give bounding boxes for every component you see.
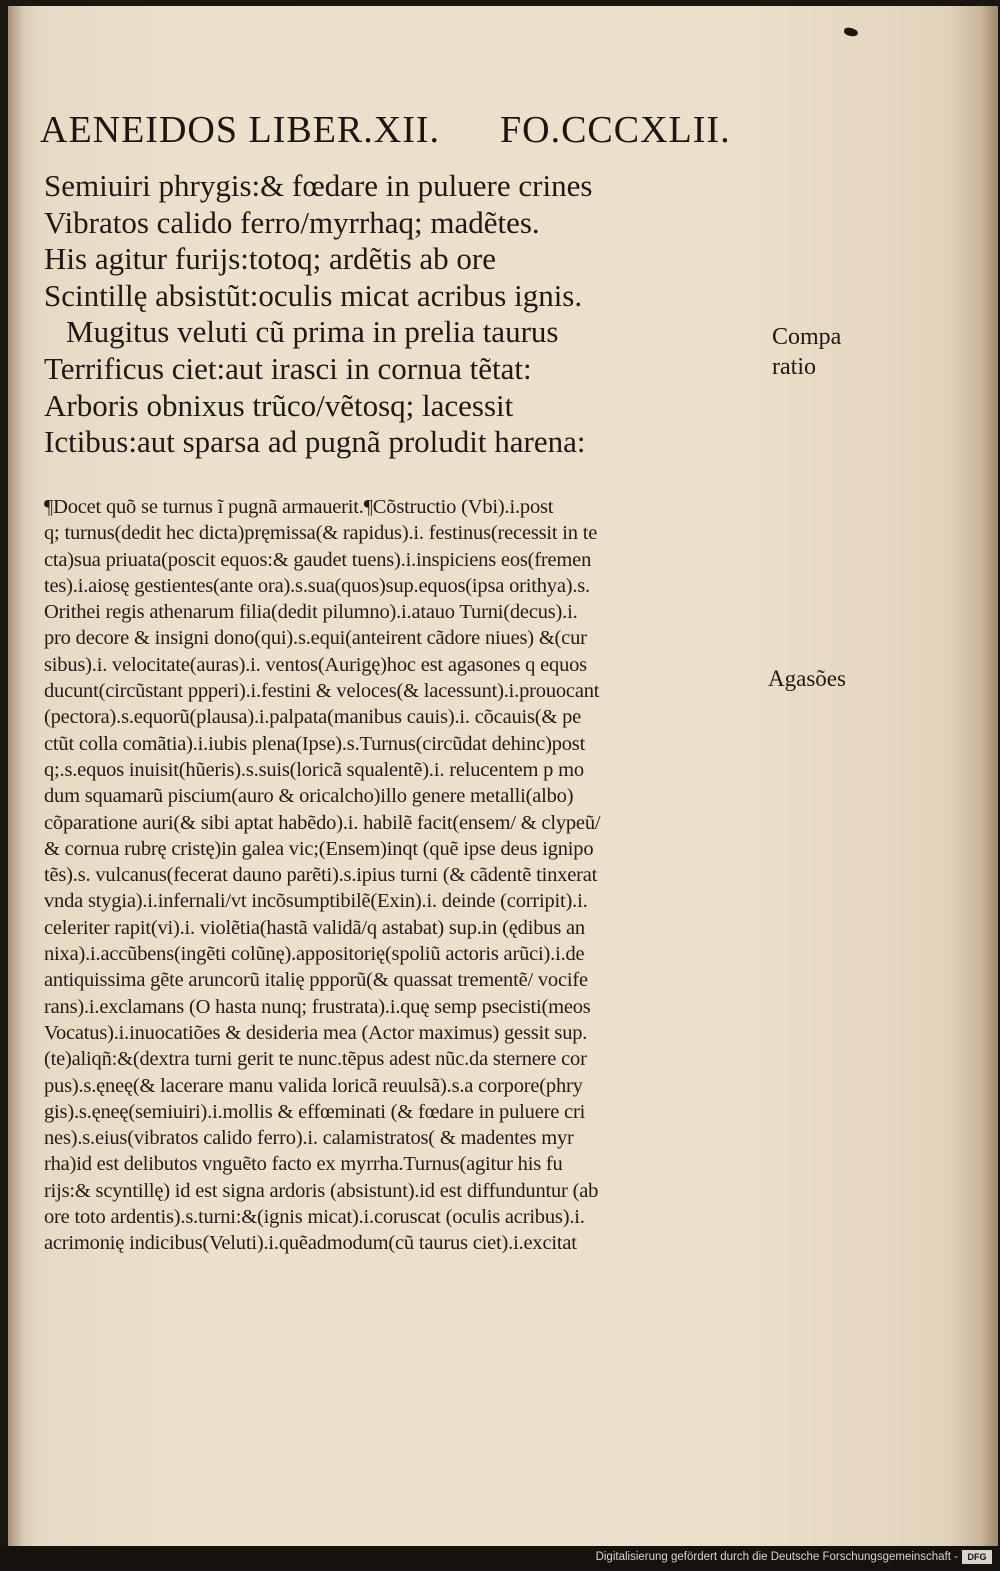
commentary-line: rijs:& scyntillę) id est signa ardoris (absistunt).id est diffunduntur (ab xyxy=(44,1179,599,1202)
commentary-line: tes).i.aiosę gestientes(ante ora).s.sua(quos)sup.equos(ipsa orithya).s. xyxy=(44,574,590,597)
commentary-line: nixa).i.accũbens(ingẽti colũnę).appositorię(spoliũ actoris arũci).i.de xyxy=(44,943,585,966)
folio-number: FO.CCCXLII. xyxy=(500,109,731,151)
verse-line: Arboris obnixus trũco/vẽtosq; lacessit xyxy=(44,387,514,423)
page-gutter-shadow xyxy=(8,6,22,1546)
marginal-line: Compa xyxy=(772,324,842,350)
running-head-title: AENEIDOS LIBER.XII. xyxy=(40,109,441,151)
commentary-line: sibus).i. velocitate(auras).i. ventos(Aurigę)hoc est agasones q equos xyxy=(44,653,587,676)
commentary-line: cõparatione auri(& sibi aptat habẽdo).i. habilẽ facit(ensem/ & clypeũ/ xyxy=(44,811,601,834)
commentary-line: vnda stygia).i.infernali/vt incõsumptibilẽ(Exin).i. deinde (corripit).i. xyxy=(44,890,588,913)
verse-line: Terrificus ciet:aut irasci in cornua tẽtat: xyxy=(44,350,532,386)
commentary-line: (te)aliqñ:&(dextra turni gerit te nunc.tẽpus adest nũc.da sternere cor xyxy=(44,1048,587,1071)
commentary-line: celeriter rapit(vi).i. violẽtia(hastã validã/q astabat) sup.in (ędibus an xyxy=(44,916,585,939)
commentary-line: antiquissima gẽte aruncorũ italię ppporũ(& quassat trementẽ/ vocife xyxy=(44,969,588,992)
commentary-line: q; turnus(dedit hec dicta)pręmissa(& rapidus).i. festinus(recessit in te xyxy=(44,522,598,545)
marginal-line: ratio xyxy=(772,354,816,380)
commentary-line: dum squamarũ piscium(auro & oricalcho)illo genere metalli(albo) xyxy=(44,785,574,808)
verse-line: Semiuiri phrygis:& fœdare in puluere crines xyxy=(44,168,593,203)
commentary-line: tẽs).s. vulcanus(fecerat dauno parẽti).s.ipius turni (& cãdentẽ tinxerat xyxy=(44,864,598,887)
commentary-line: ducunt(circũstant ppperi).i.festini & veloces(& lacessunt).i.prouocant xyxy=(44,680,600,703)
verse-line: Mugitus veluti cũ prima in prelia taurus xyxy=(66,314,559,350)
commentary-line: ore toto ardentis).s.turni:&(ignis micat).i.coruscat (oculis acribus).i. xyxy=(44,1206,585,1229)
commentary-line: (pectora).s.equorũ(plausa).i.palpata(manibus cauis).i. cõcauis(& pe xyxy=(44,706,582,729)
commentary-line: rans).i.exclamans (O hasta nunq; frustrata).i.quę semp psecisti(meos xyxy=(44,995,591,1018)
commentary-line: ctũt colla comãtia).i.iubis plena(Ipse).s.Turnus(circũdat dehinc)post xyxy=(44,732,586,755)
verse-line: Ictibus:aut sparsa ad pugnã proludit harena: xyxy=(44,424,586,460)
commentary-line: & cornua rubrę cristę)in galea vic;(Ensem)inqt (quẽ ipse deus ignipo xyxy=(44,837,594,860)
commentary-line: Vocatus).i.inuocatiões & desideria mea (Actor maximus) gessit sup. xyxy=(44,1021,588,1044)
dfg-logo: DFG xyxy=(962,1550,992,1564)
commentary-line: rha)id est delibutos vnguẽto facto ex myrrha.Turnus(agitur his fu xyxy=(44,1153,563,1176)
page-edge-shadow xyxy=(980,6,998,1546)
commentary-line: nes).s.eius(vibratos calido ferro).i. calamistratos( & madentes myr xyxy=(44,1127,574,1150)
running-head xyxy=(40,108,780,152)
commentary-line: gis).s.ęneę(semiuiri).i.mollis & effœminati (& fœdare in puluere cri xyxy=(44,1100,586,1123)
ink-blot-mark xyxy=(843,27,858,37)
verse-block xyxy=(44,168,764,461)
marginal-note-comparatio xyxy=(772,322,841,382)
commentary-block xyxy=(44,494,764,1257)
commentary-line: ¶Docet quõ se turnus ĩ pugnã armauerit.¶Cõstructio (Vbi).i.post xyxy=(44,496,554,518)
verse-line: Vibratos calido ferro/myrrhaq; madẽtes. xyxy=(44,204,540,240)
commentary-line: acrimonię indicibus(Veluti).i.quẽadmodum(cũ taurus ciet).i.excitat xyxy=(44,1232,577,1255)
commentary-line: q;.s.equos inuisit(hũeris).s.suis(loricã squalentẽ).i. relucentem p mo xyxy=(44,758,584,781)
verse-line: His agitur furijs:totoq; ardẽtis ab ore xyxy=(44,241,496,277)
digitization-credit: Digitalisierung gefördert durch die Deutsche Forschungsgemeinschaft - xyxy=(595,1551,958,1563)
commentary-line: pus).s.ęneę(& lacerare manu valida loricã reuulsã).s.a corpore(phry xyxy=(44,1074,583,1097)
commentary-line: cta)sua priuata(poscit equos:& gaudet tuens).i.inspiciens eos(fremen xyxy=(44,548,592,571)
verse-line: Scintillę absistũt:oculis micat acribus ignis. xyxy=(44,277,583,313)
commentary-line: Orithei regis athenarum filia(dedit pilumno).i.atauo Turni(decus).i. xyxy=(44,601,578,624)
commentary-line: pro decore & insigni dono(qui).s.equi(anteirent cãdore niues) &(cur xyxy=(44,627,587,650)
marginal-note-agasones: Agasões xyxy=(768,666,846,691)
